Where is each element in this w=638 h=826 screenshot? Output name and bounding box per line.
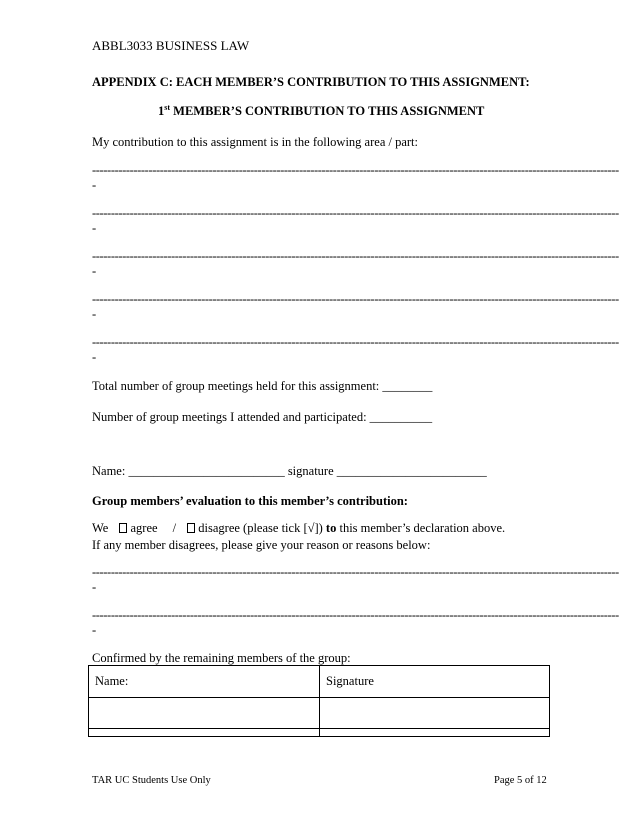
member-heading	[158, 104, 484, 119]
contribution-prompt: My contribution to this assignment is in the following area / part:	[92, 135, 418, 149]
disagree-prompt: If any member disagrees, please give your reason or reasons below:	[92, 538, 431, 552]
contribution-line-4[interactable]: --------------------------------------------------------------------------------------------------------------------------------------------	[92, 292, 619, 306]
name-signature-line: Name: _________________________ signature ________________________	[92, 464, 487, 478]
agree-checkbox[interactable]	[119, 523, 127, 533]
confirmed-label: Confirmed by the remaining members of the group:	[92, 651, 351, 665]
contribution-line-4-tail: -	[92, 307, 97, 321]
contribution-line-5[interactable]: --------------------------------------------------------------------------------------------------------------------------------------------	[92, 335, 619, 349]
table-row	[89, 698, 550, 729]
disagree-checkbox[interactable]	[187, 523, 195, 533]
reason-line-1-tail: -	[92, 580, 97, 594]
member-heading-text: MEMBER’S CONTRIBUTION TO THIS ASSIGNMENT	[170, 104, 485, 118]
signature-cell[interactable]	[320, 698, 550, 729]
contribution-line-3-tail: -	[92, 264, 97, 278]
reason-line-1[interactable]: --------------------------------------------------------------------------------------------------------------------------------------------	[92, 565, 619, 579]
name-cell[interactable]	[89, 698, 320, 729]
disagree-label: disagree (please tick [√])	[198, 521, 323, 535]
table-row	[89, 729, 550, 737]
contribution-line-1[interactable]: --------------------------------------------------------------------------------------------------------------------------------------------	[92, 163, 619, 177]
contribution-line-5-tail: -	[92, 350, 97, 364]
table-header-row	[89, 666, 550, 698]
agree-rest: this member’s declaration above.	[339, 521, 506, 535]
meetings-attended: Number of group meetings I attended and participated: __________	[92, 410, 433, 424]
agree-line	[92, 521, 505, 536]
signature-cell[interactable]	[320, 729, 550, 737]
agree-separator: /	[172, 521, 177, 535]
footer-left: TAR UC Students Use Only	[92, 775, 211, 786]
contribution-line-2[interactable]: --------------------------------------------------------------------------------------------------------------------------------------------	[92, 206, 619, 220]
contribution-line-1-tail: -	[92, 178, 97, 192]
agree-we: We	[92, 521, 109, 535]
contribution-line-3[interactable]: --------------------------------------------------------------------------------------------------------------------------------------------	[92, 249, 619, 263]
reason-line-2-tail: -	[92, 623, 97, 637]
confirmation-table	[88, 665, 550, 737]
reason-line-2[interactable]: --------------------------------------------------------------------------------------------------------------------------------------------	[92, 608, 619, 622]
evaluation-heading: Group members’ evaluation to this member’s contribution:	[92, 494, 408, 508]
footer-page-number: Page 5 of 12	[494, 775, 547, 786]
col-signature-header: Signature	[320, 666, 550, 698]
contribution-line-2-tail: -	[92, 221, 97, 235]
agree-to: to	[325, 521, 337, 535]
agree-label: agree	[130, 521, 158, 535]
member-ordinal-suffix: st	[164, 102, 171, 112]
member-ordinal: 1	[158, 104, 165, 118]
appendix-title: APPENDIX C: EACH MEMBER’S CONTRIBUTION TO THIS ASSIGNMENT:	[92, 75, 530, 89]
name-cell[interactable]	[89, 729, 320, 737]
col-name-header: Name:	[89, 666, 320, 698]
meetings-total: Total number of group meetings held for this assignment: ________	[92, 379, 433, 393]
course-header: ABBL3033 BUSINESS LAW	[92, 38, 250, 53]
